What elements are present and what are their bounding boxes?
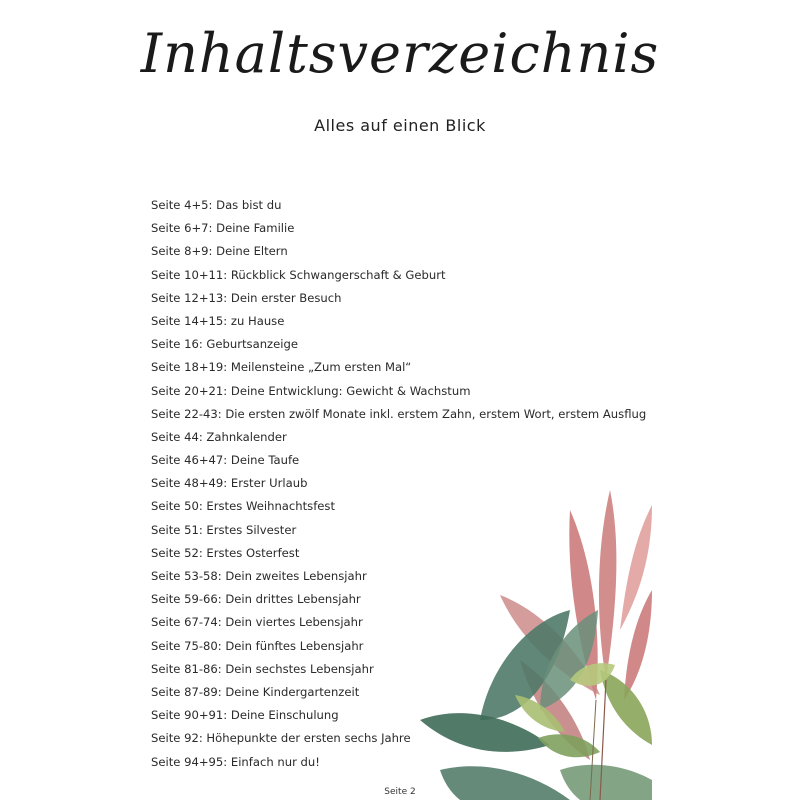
toc-entry: Seite 59-66: Dein drittes Lebensjahr: [151, 592, 361, 607]
toc-entry: Seite 16: Geburtsanzeige: [151, 337, 298, 352]
toc-entry: Seite 12+13: Dein erster Besuch: [151, 290, 342, 305]
toc-entry: Seite 67-74: Dein viertes Lebensjahr: [151, 615, 363, 630]
toc-entry: Seite 90+91: Deine Einschulung: [151, 708, 339, 723]
toc-entry: Seite 20+21: Deine Entwicklung: Gewicht & Wachstum: [151, 383, 471, 398]
toc-entry: Seite 10+11: Rückblick Schwangerschaft & Geburt: [151, 267, 446, 282]
green-leaf: [420, 713, 550, 752]
toc-entry: Seite 4+5: Das bist du: [151, 198, 282, 212]
toc-entry: Seite 92: Höhepunkte der ersten sechs Jahre: [151, 731, 411, 746]
toc-entry: Seite 52: Erstes Osterfest: [151, 545, 300, 560]
toc-entry: Seite 44: Zahnkalender: [151, 429, 287, 444]
toc-entry: Seite 75-80: Dein fünftes Lebensjahr: [151, 638, 364, 653]
toc-entry: Seite 46+47: Deine Taufe: [151, 453, 300, 468]
toc-entry: Seite 18+19: Meilensteine „Zum ersten Mal“: [151, 360, 412, 375]
toc-entry: Seite 94+95: Einfach nur du!: [151, 754, 320, 769]
page-subtitle: Alles auf einen Blick: [314, 116, 486, 135]
green-leaf: [538, 734, 600, 757]
page-title: Inhaltsverzeichnis: [140, 22, 660, 85]
toc-entry: Seite 8+9: Deine Eltern: [151, 244, 288, 259]
toc-entry: Seite 53-58: Dein zweites Lebensjahr: [151, 569, 367, 583]
red-leaf: [599, 490, 616, 680]
toc-entry: Seite 81-86: Dein sechstes Lebensjahr: [151, 661, 374, 676]
toc-entry: Seite 87-89: Deine Kindergartenzeit: [151, 684, 360, 699]
toc-entry: Seite 51: Erstes Silvester: [151, 522, 297, 537]
toc-entry: Seite 50: Erstes Weihnachtsfest: [151, 499, 336, 514]
page-number: Seite 2: [384, 787, 416, 797]
toc-entry: Seite 14+15: zu Hause: [151, 313, 285, 328]
toc-entry: Seite 6+7: Deine Familie: [151, 221, 295, 236]
toc-entry: Seite 22-43: Die ersten zwölf Monate inkl. erstem Zahn, erstem Wort, erstem Ausflug: [151, 406, 647, 421]
leaf-illustration: [420, 480, 652, 800]
toc-entry: Seite 48+49: Erster Urlaub: [151, 476, 308, 491]
